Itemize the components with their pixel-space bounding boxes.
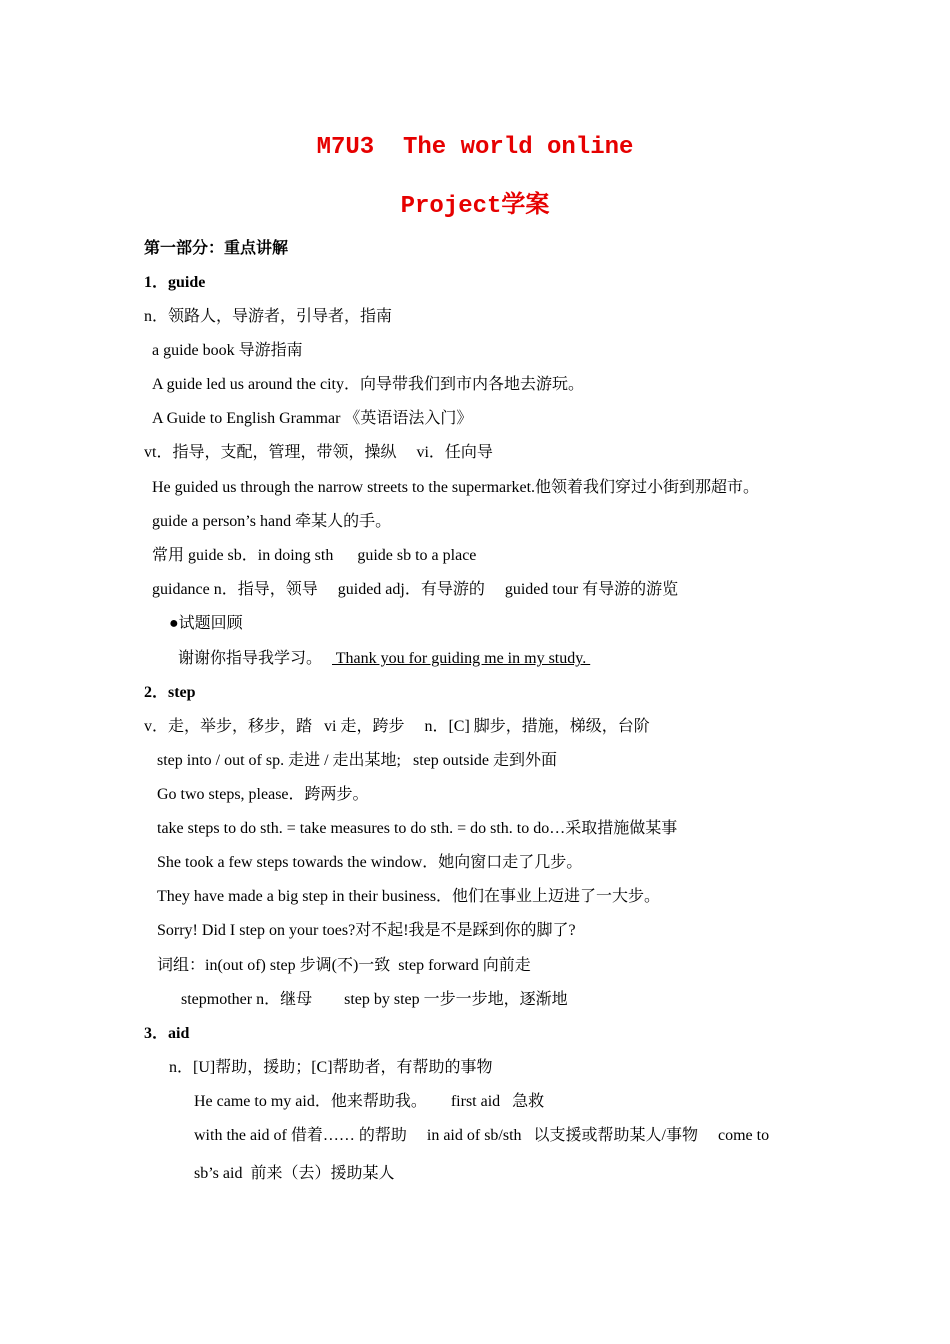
example-line: He came to my aid．他来帮助我。 first aid 急救 (194, 1093, 545, 1110)
exercise-question: 谢谢你指导我学习。 (178, 650, 323, 667)
definition-line: vt．指导，支配，管理，带领，操纵 vi．任向导 (144, 444, 493, 461)
item-heading-guide: 1．guide (144, 274, 206, 291)
example-line: He guided us through the narrow streets to the supermarket.他领着我们穿过小街到那超市。 (152, 479, 760, 496)
definition-line: n．[U]帮助，援助；[C]帮助者，有帮助的事物 (169, 1059, 493, 1076)
item-heading-aid: 3．aid (144, 1025, 190, 1042)
example-line: step into / out of sp. 走进 / 走出某地; step outside 走到外面 (157, 752, 557, 769)
phrase-line: sb’s aid 前来（去）援助某人 (194, 1165, 395, 1182)
example-line: Sorry! Did I step on your toes?对不起!我是不是踩到你的脚了? (157, 922, 576, 939)
exercise-answer: Thank you for guiding me in my study. (332, 650, 591, 667)
phrase-line: with the aid of 借着…… 的帮助 in aid of sb/sth 以支援或帮助某人/事物 come to (194, 1127, 770, 1144)
page-title: M7U3 The world online (316, 134, 634, 161)
example-line: She took a few steps towards the window．她向窗口走了几步。 (157, 854, 583, 871)
example-line: A guide led us around the city．向导带我们到市内各地去游玩。 (152, 376, 584, 393)
phrase-line: 词组：in(out of) step 步调(不)一致 step forward 向前走 (157, 957, 531, 974)
exercise-review-label: ●试题回顾 (169, 615, 243, 632)
phrase-line: stepmother n．继母 step by step 一步一步地，逐渐地 (181, 991, 568, 1008)
example-line: a guide book 导游指南 (152, 342, 303, 359)
example-line: take steps to do sth. = take measures to do sth. = do sth. to do…采取措施做某事 (157, 820, 678, 837)
definition-line: n．领路人，导游者，引导者，指南 (144, 308, 393, 325)
example-line: guide a person’s hand 牵某人的手。 (152, 513, 392, 530)
usage-line: 常用 guide sb．in doing sth guide sb to a place (152, 547, 477, 564)
page-subtitle: Project学案 (400, 193, 550, 220)
example-line: A Guide to English Grammar 《英语语法入门》 (152, 410, 473, 427)
definition-line: v．走，举步，移步，踏 vi 走，跨步 n．[C] 脚步，措施，梯级，台阶 (144, 718, 650, 735)
derivatives-line: guidance n．指导，领导 guided adj．有导游的 guided tour 有导游的游览 (152, 581, 679, 598)
example-line: Go two steps, please．跨两步。 (157, 786, 369, 803)
item-heading-step: 2．step (144, 684, 196, 701)
section-heading: 第一部分：重点讲解 (144, 240, 289, 257)
example-line: They have made a big step in their business．他们在事业上迈进了一大步。 (157, 888, 661, 905)
